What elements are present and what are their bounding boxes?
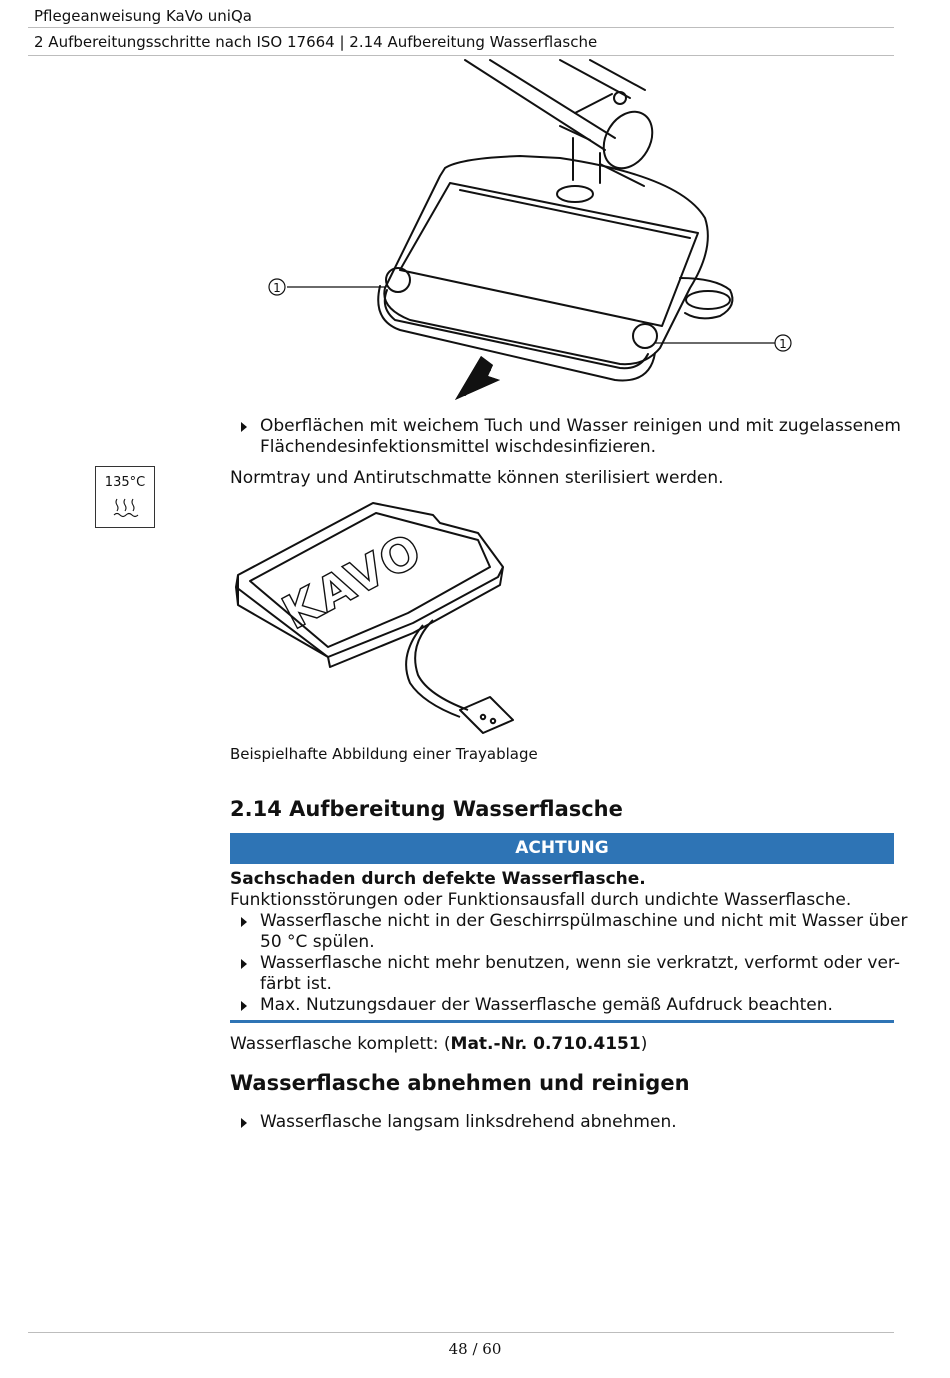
bullet-arrow-icon — [241, 1118, 247, 1128]
notice-bullet-damaged: Wasserflasche nicht mehr benutzen, wenn sie verkratzt, verformt oder ver- färbt ist. — [241, 953, 900, 995]
notice-bottom-rule — [230, 1020, 894, 1023]
step-clean-surfaces: Oberflächen mit weichem Tuch und Wasser reinigen und mit zugelassenem Flächendesinfektionsmittel wischdesinfizieren. — [241, 416, 901, 458]
footer-divider — [28, 1332, 894, 1333]
sterilization-135c-icon: 135°C — [95, 466, 155, 528]
subsection-heading: Wasserflasche abnehmen und reinigen — [230, 1071, 690, 1095]
page-number: 48 / 60 — [448, 1340, 502, 1358]
section-heading: 2.14 Aufbereitung Wasserflasche — [230, 797, 623, 821]
notice-consequence: Funktionsstörungen oder Funktionsausfall durch undichte Wasserflasche. — [230, 890, 852, 910]
bullet-arrow-icon — [241, 422, 247, 432]
tray-illustration — [228, 495, 528, 735]
tray-holder-illustration — [260, 58, 800, 410]
notice-bullet-dishwasher: Wasserflasche nicht in der Geschirrspülmaschine und nicht mit Wasser über 50 °C spülen. — [241, 911, 907, 953]
steam-waves-icon — [113, 497, 139, 519]
callout-1-right: 1 — [779, 337, 787, 351]
notice-bullet-lifetime: Max. Nutzungsdauer der Wasserflasche gemäß Aufdruck beachten. — [241, 995, 833, 1016]
header-divider — [28, 27, 894, 28]
callout-1-left: 1 — [273, 281, 281, 295]
notice-signal-word: ACHTUNG — [230, 833, 894, 864]
material-number: Mat.-Nr. 0.710.4151 — [450, 1034, 641, 1054]
figure-caption: Beispielhafte Abbildung einer Trayablage — [230, 745, 538, 763]
document-title: Pflegeanweisung KaVo uniQa — [34, 7, 252, 25]
bullet-arrow-icon — [241, 917, 247, 927]
breadcrumb: 2 Aufbereitungsschritte nach ISO 17664 | 2.14 Aufbereitung Wasserflasche — [34, 33, 598, 51]
notice-heading: Sachschaden durch defekte Wasserflasche. — [230, 869, 646, 889]
bullet-arrow-icon — [241, 959, 247, 969]
header-divider — [28, 55, 894, 56]
material-number-line: Wasserflasche komplett: (Mat.-Nr. 0.710.4151) — [230, 1034, 648, 1054]
sterilize-note: Normtray und Antirutschmatte können sterilisiert werden. — [230, 468, 724, 488]
kavo-logo: KAVO — [273, 521, 432, 640]
bullet-arrow-icon — [241, 1001, 247, 1011]
step-remove-bottle: Wasserflasche langsam linksdrehend abnehmen. — [241, 1112, 677, 1133]
